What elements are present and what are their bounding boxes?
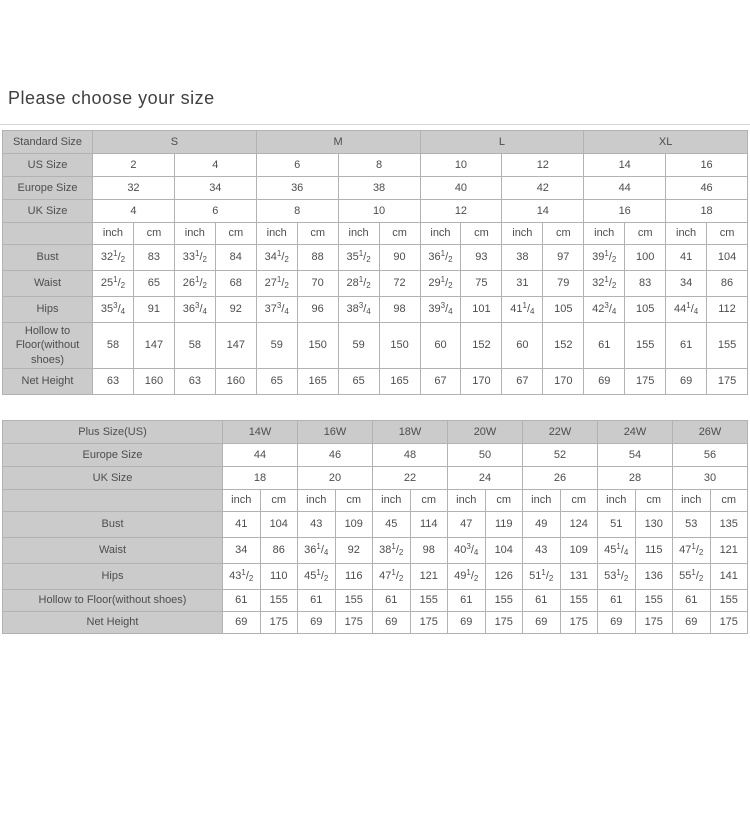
measurement-value-cell: 43 — [523, 537, 561, 563]
measurement-value-cell: 175 — [560, 611, 598, 633]
measurement-value-cell: 49 — [523, 511, 561, 537]
size-value-cell: 6 — [256, 154, 338, 177]
measurement-value-cell: 84 — [215, 245, 256, 271]
unit-cell: cm — [560, 489, 598, 511]
measurement-value-cell: 96 — [297, 297, 338, 323]
size-value-cell: 10 — [338, 200, 420, 223]
measurement-row — [3, 323, 748, 369]
size-group-cell: 24W — [598, 420, 673, 443]
measurement-value-cell: $32^1/_2$ — [584, 271, 625, 297]
measurement-value-cell: $28^1/_2$ — [338, 271, 379, 297]
measurement-value-cell: $41^1/_4$ — [502, 297, 543, 323]
measurement-value-cell: 152 — [543, 323, 584, 369]
row-label-cell: US Size — [3, 154, 93, 177]
measurement-row — [3, 297, 748, 323]
measurement-value-cell: 61 — [584, 323, 625, 369]
row-label-cell: Bust — [3, 245, 93, 271]
measurement-value-cell: 61 — [373, 589, 411, 611]
measurement-value-cell: 147 — [215, 323, 256, 369]
measurement-value-cell: 150 — [379, 323, 420, 369]
size-value-cell: 40 — [420, 177, 502, 200]
measurement-value-cell: 104 — [707, 245, 748, 271]
measurement-value-cell: 175 — [710, 611, 748, 633]
measurement-value-cell: 92 — [215, 297, 256, 323]
measurement-row — [3, 589, 748, 611]
row-label-cell: Waist — [3, 271, 93, 297]
unit-cell: cm — [335, 489, 373, 511]
measurement-value-cell: 69 — [523, 611, 561, 633]
size-group-header-row — [3, 420, 748, 443]
row-label-cell: Hollow to Floor(without shoes) — [3, 589, 223, 611]
unit-cell: cm — [625, 223, 666, 245]
measurement-value-cell: $36^3/_4$ — [174, 297, 215, 323]
measurement-row — [3, 368, 748, 394]
measurement-value-cell: $35^1/_2$ — [338, 245, 379, 271]
measurement-value-cell: 115 — [635, 537, 673, 563]
measurement-value-cell: 155 — [635, 589, 673, 611]
measurement-value-cell: $36^1/_2$ — [420, 245, 461, 271]
measurement-value-cell: 61 — [523, 589, 561, 611]
measurement-value-cell: 98 — [379, 297, 420, 323]
measurement-value-cell: 83 — [625, 271, 666, 297]
measurement-value-cell: 69 — [448, 611, 486, 633]
size-value-cell: 46 — [298, 443, 373, 466]
measurement-value-cell: 155 — [710, 589, 748, 611]
measurement-value-cell: $33^1/_2$ — [174, 245, 215, 271]
size-value-cell: 52 — [523, 443, 598, 466]
measurement-value-cell: 119 — [485, 511, 523, 537]
size-value-cell: 28 — [598, 466, 673, 489]
measurement-value-cell: 58 — [93, 323, 134, 369]
size-value-cell: 8 — [256, 200, 338, 223]
measurement-value-cell: 61 — [298, 589, 336, 611]
measurement-value-cell: 59 — [256, 323, 297, 369]
size-group-cell: 18W — [373, 420, 448, 443]
size-row — [3, 443, 748, 466]
unit-cell: inch — [584, 223, 625, 245]
plus-size-table — [2, 420, 748, 634]
measurement-value-cell: 155 — [335, 589, 373, 611]
size-value-cell: 18 — [223, 466, 298, 489]
unit-cell: cm — [133, 223, 174, 245]
measurement-value-cell: 69 — [223, 611, 261, 633]
standard-size-table — [2, 130, 748, 395]
measurement-value-cell: 155 — [410, 589, 448, 611]
page-title: Please choose your size — [8, 88, 215, 108]
measurement-value-cell: 60 — [502, 323, 543, 369]
measurement-value-cell: 59 — [338, 323, 379, 369]
measurement-value-cell: 41 — [666, 245, 707, 271]
measurement-value-cell: 98 — [410, 537, 448, 563]
measurement-value-cell: 150 — [297, 323, 338, 369]
unit-cell: inch — [666, 223, 707, 245]
measurement-row — [3, 537, 748, 563]
measurement-value-cell: 175 — [707, 368, 748, 394]
measurement-value-cell: $44^1/_4$ — [666, 297, 707, 323]
unit-cell: cm — [260, 489, 298, 511]
measurement-value-cell: 175 — [635, 611, 673, 633]
unit-cell: inch — [523, 489, 561, 511]
size-group-cell: 16W — [298, 420, 373, 443]
measurement-value-cell: $39^3/_4$ — [420, 297, 461, 323]
size-value-cell: 22 — [373, 466, 448, 489]
unit-cell: inch — [298, 489, 336, 511]
unit-cell: inch — [223, 489, 261, 511]
measurement-value-cell: 121 — [710, 537, 748, 563]
measurement-value-cell: 130 — [635, 511, 673, 537]
unit-header-row — [3, 489, 748, 511]
measurement-value-cell: $45^1/_4$ — [598, 537, 636, 563]
measurement-value-cell: 67 — [502, 368, 543, 394]
size-value-cell: 44 — [584, 177, 666, 200]
size-group-cell: 22W — [523, 420, 598, 443]
unit-cell: inch — [256, 223, 297, 245]
measurement-value-cell: 60 — [420, 323, 461, 369]
size-value-cell: 20 — [298, 466, 373, 489]
size-value-cell: 10 — [420, 154, 502, 177]
measurement-value-cell: 104 — [485, 537, 523, 563]
size-value-cell: 4 — [174, 154, 256, 177]
measurement-value-cell: 69 — [666, 368, 707, 394]
measurement-value-cell: $34^1/_2$ — [256, 245, 297, 271]
measurement-value-cell: 51 — [598, 511, 636, 537]
size-value-cell: 44 — [223, 443, 298, 466]
size-value-cell: 32 — [93, 177, 175, 200]
empty-label-cell — [3, 223, 93, 245]
unit-cell: cm — [710, 489, 748, 511]
unit-cell: inch — [420, 223, 461, 245]
measurement-value-cell: 53 — [673, 511, 711, 537]
measurement-value-cell: $42^3/_4$ — [584, 297, 625, 323]
size-group-cell: 26W — [673, 420, 748, 443]
size-row — [3, 177, 748, 200]
empty-label-cell — [3, 489, 223, 511]
measurement-value-cell: 65 — [256, 368, 297, 394]
row-label-cell: Hips — [3, 563, 223, 589]
measurement-value-cell: 175 — [260, 611, 298, 633]
unit-cell: cm — [707, 223, 748, 245]
size-row — [3, 154, 748, 177]
measurement-value-cell: 105 — [625, 297, 666, 323]
size-value-cell: 46 — [666, 177, 748, 200]
measurement-value-cell: $25^1/_2$ — [93, 271, 134, 297]
measurement-value-cell: 34 — [223, 537, 261, 563]
measurement-value-cell: 75 — [461, 271, 502, 297]
measurement-value-cell: 155 — [485, 589, 523, 611]
measurement-value-cell: 131 — [560, 563, 598, 589]
measurement-value-cell: $40^3/_4$ — [448, 537, 486, 563]
divider — [0, 124, 750, 125]
measurement-value-cell: 61 — [223, 589, 261, 611]
size-group-header-row — [3, 131, 748, 154]
unit-cell: cm — [461, 223, 502, 245]
measurement-value-cell: 38 — [502, 245, 543, 271]
size-group-cell: XL — [584, 131, 748, 154]
size-value-cell: 16 — [666, 154, 748, 177]
row-label-cell: Hips — [3, 297, 93, 323]
measurement-value-cell: $53^1/_2$ — [598, 563, 636, 589]
measurement-value-cell: 91 — [133, 297, 174, 323]
measurement-value-cell: $37^3/_4$ — [256, 297, 297, 323]
measurement-value-cell: $26^1/_2$ — [174, 271, 215, 297]
measurement-value-cell: 175 — [410, 611, 448, 633]
measurement-value-cell: 70 — [297, 271, 338, 297]
measurement-value-cell: 155 — [560, 589, 598, 611]
size-value-cell: 2 — [93, 154, 175, 177]
measurement-value-cell: $45^1/_2$ — [298, 563, 336, 589]
unit-header-row — [3, 223, 748, 245]
measurement-value-cell: $51^1/_2$ — [523, 563, 561, 589]
measurement-value-cell: 110 — [260, 563, 298, 589]
measurement-row — [3, 611, 748, 633]
size-value-cell: 38 — [338, 177, 420, 200]
measurement-value-cell: 65 — [338, 368, 379, 394]
unit-cell: cm — [635, 489, 673, 511]
measurement-value-cell: $35^3/_4$ — [93, 297, 134, 323]
measurement-row — [3, 245, 748, 271]
measurement-value-cell: $29^1/_2$ — [420, 271, 461, 297]
measurement-value-cell: 105 — [543, 297, 584, 323]
measurement-value-cell: 69 — [373, 611, 411, 633]
measurement-value-cell: 69 — [298, 611, 336, 633]
size-group-cell: L — [420, 131, 584, 154]
measurement-value-cell: $36^1/_4$ — [298, 537, 336, 563]
measurement-value-cell: $39^1/_2$ — [584, 245, 625, 271]
measurement-value-cell: 175 — [335, 611, 373, 633]
unit-cell: inch — [338, 223, 379, 245]
size-group-cell: 14W — [223, 420, 298, 443]
measurement-value-cell: 61 — [598, 589, 636, 611]
size-value-cell: 4 — [93, 200, 175, 223]
measurement-value-cell: 34 — [666, 271, 707, 297]
row-label-cell: Net Height — [3, 611, 223, 633]
measurement-value-cell: 83 — [133, 245, 174, 271]
measurement-value-cell: $27^1/_2$ — [256, 271, 297, 297]
row-label-cell: Bust — [3, 511, 223, 537]
size-value-cell: 36 — [256, 177, 338, 200]
size-value-cell: 16 — [584, 200, 666, 223]
measurement-value-cell: 72 — [379, 271, 420, 297]
unit-cell: inch — [93, 223, 134, 245]
measurement-value-cell: 101 — [461, 297, 502, 323]
measurement-value-cell: 147 — [133, 323, 174, 369]
measurement-value-cell: 155 — [625, 323, 666, 369]
measurement-value-cell: 121 — [410, 563, 448, 589]
unit-cell: cm — [379, 223, 420, 245]
measurement-value-cell: $49^1/_2$ — [448, 563, 486, 589]
measurement-value-cell: 126 — [485, 563, 523, 589]
measurement-row — [3, 563, 748, 589]
measurement-value-cell: $55^1/_2$ — [673, 563, 711, 589]
row-label-cell: UK Size — [3, 466, 223, 489]
size-value-cell: 48 — [373, 443, 448, 466]
measurement-value-cell: 43 — [298, 511, 336, 537]
measurement-row — [3, 511, 748, 537]
measurement-value-cell: 93 — [461, 245, 502, 271]
measurement-value-cell: 63 — [93, 368, 134, 394]
size-value-cell: 8 — [338, 154, 420, 177]
measurement-value-cell: 67 — [420, 368, 461, 394]
measurement-value-cell: 160 — [215, 368, 256, 394]
measurement-value-cell: 141 — [710, 563, 748, 589]
size-group-cell: S — [93, 131, 257, 154]
measurement-value-cell: 69 — [673, 611, 711, 633]
measurement-value-cell: 65 — [133, 271, 174, 297]
size-group-cell: 20W — [448, 420, 523, 443]
measurement-value-cell: 109 — [560, 537, 598, 563]
measurement-value-cell: 63 — [174, 368, 215, 394]
measurement-value-cell: 79 — [543, 271, 584, 297]
unit-cell: cm — [485, 489, 523, 511]
row-label-cell: Europe Size — [3, 443, 223, 466]
measurement-value-cell: $43^1/_2$ — [223, 563, 261, 589]
unit-cell: inch — [373, 489, 411, 511]
measurement-value-cell: 100 — [625, 245, 666, 271]
size-row — [3, 466, 748, 489]
measurement-value-cell: $32^1/_2$ — [93, 245, 134, 271]
size-value-cell: 12 — [420, 200, 502, 223]
row-label-cell: Waist — [3, 537, 223, 563]
measurement-value-cell: 165 — [297, 368, 338, 394]
row-label-cell: Europe Size — [3, 177, 93, 200]
measurement-value-cell: 136 — [635, 563, 673, 589]
measurement-value-cell: 90 — [379, 245, 420, 271]
measurement-value-cell: 68 — [215, 271, 256, 297]
measurement-value-cell: $38^3/_4$ — [338, 297, 379, 323]
measurement-value-cell: 92 — [335, 537, 373, 563]
unit-cell: inch — [502, 223, 543, 245]
row-label-cell: Hollow to Floor(without shoes) — [3, 323, 93, 369]
measurement-value-cell: 86 — [260, 537, 298, 563]
size-group-cell: M — [256, 131, 420, 154]
size-value-cell: 50 — [448, 443, 523, 466]
size-value-cell: 14 — [502, 200, 584, 223]
measurement-value-cell: 104 — [260, 511, 298, 537]
measurement-value-cell: $38^1/_2$ — [373, 537, 411, 563]
unit-cell: cm — [543, 223, 584, 245]
measurement-value-cell: 41 — [223, 511, 261, 537]
measurement-value-cell: 155 — [707, 323, 748, 369]
unit-cell: cm — [297, 223, 338, 245]
measurement-value-cell: 109 — [335, 511, 373, 537]
measurement-value-cell: $47^1/_2$ — [373, 563, 411, 589]
size-value-cell: 34 — [174, 177, 256, 200]
size-chart-page — [0, 88, 750, 634]
size-value-cell: 24 — [448, 466, 523, 489]
unit-cell: inch — [598, 489, 636, 511]
measurement-value-cell: 170 — [461, 368, 502, 394]
measurement-value-cell: $47^1/_2$ — [673, 537, 711, 563]
measurement-value-cell: 175 — [485, 611, 523, 633]
measurement-value-cell: 61 — [666, 323, 707, 369]
size-value-cell: 54 — [598, 443, 673, 466]
measurement-value-cell: 135 — [710, 511, 748, 537]
measurement-value-cell: 112 — [707, 297, 748, 323]
measurement-value-cell: 152 — [461, 323, 502, 369]
measurement-value-cell: 97 — [543, 245, 584, 271]
measurement-value-cell: 160 — [133, 368, 174, 394]
unit-cell: inch — [174, 223, 215, 245]
size-value-cell: 30 — [673, 466, 748, 489]
unit-cell: inch — [673, 489, 711, 511]
size-value-cell: 18 — [666, 200, 748, 223]
corner-label-cell: Standard Size — [3, 131, 93, 154]
corner-label-cell: Plus Size(US) — [3, 420, 223, 443]
size-value-cell: 42 — [502, 177, 584, 200]
measurement-value-cell: 155 — [260, 589, 298, 611]
size-value-cell: 56 — [673, 443, 748, 466]
row-label-cell: UK Size — [3, 200, 93, 223]
measurement-value-cell: 88 — [297, 245, 338, 271]
measurement-value-cell: 170 — [543, 368, 584, 394]
measurement-row — [3, 271, 748, 297]
size-value-cell: 12 — [502, 154, 584, 177]
unit-cell: cm — [410, 489, 448, 511]
size-value-cell: 6 — [174, 200, 256, 223]
measurement-value-cell: 69 — [598, 611, 636, 633]
measurement-value-cell: 69 — [584, 368, 625, 394]
measurement-value-cell: 165 — [379, 368, 420, 394]
measurement-value-cell: 61 — [673, 589, 711, 611]
measurement-value-cell: 45 — [373, 511, 411, 537]
size-value-cell: 26 — [523, 466, 598, 489]
row-label-cell: Net Height — [3, 368, 93, 394]
unit-cell: inch — [448, 489, 486, 511]
unit-cell: cm — [215, 223, 256, 245]
measurement-value-cell: 86 — [707, 271, 748, 297]
measurement-value-cell: 116 — [335, 563, 373, 589]
size-value-cell: 14 — [584, 154, 666, 177]
measurement-value-cell: 61 — [448, 589, 486, 611]
measurement-value-cell: 47 — [448, 511, 486, 537]
measurement-value-cell: 124 — [560, 511, 598, 537]
measurement-value-cell: 58 — [174, 323, 215, 369]
measurement-value-cell: 175 — [625, 368, 666, 394]
measurement-value-cell: 31 — [502, 271, 543, 297]
measurement-value-cell: 114 — [410, 511, 448, 537]
size-row — [3, 200, 748, 223]
